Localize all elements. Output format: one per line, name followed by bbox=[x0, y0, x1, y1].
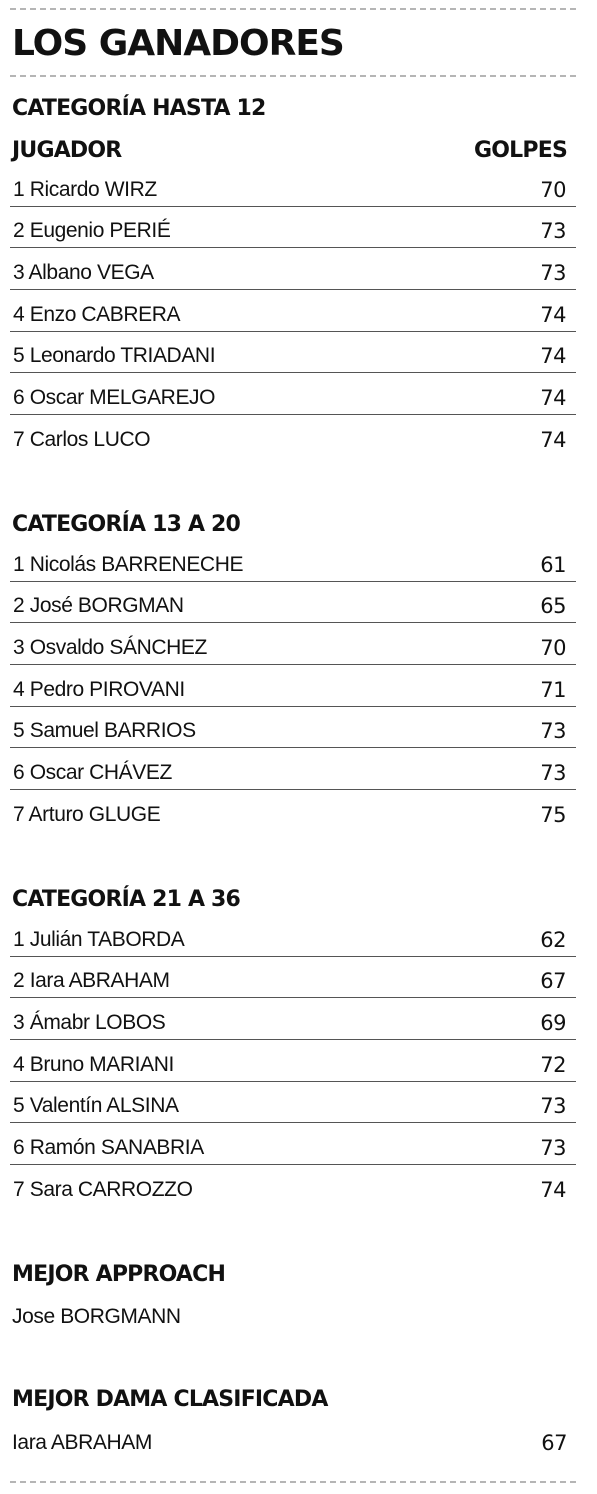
category-table bbox=[10, 915, 576, 1207]
player-name: 5 Leonardo TRIADANI bbox=[13, 344, 216, 368]
column-headers bbox=[12, 137, 567, 165]
player-score: 67 bbox=[540, 969, 566, 994]
player-score: 73 bbox=[540, 1094, 566, 1119]
best-approach-name: Jose BORGMANN bbox=[12, 1305, 181, 1328]
table-row bbox=[10, 332, 576, 374]
player-score: 73 bbox=[540, 219, 566, 244]
player-name: 7 Carlos LUCO bbox=[13, 427, 151, 451]
table-row bbox=[10, 373, 576, 415]
table-row bbox=[10, 707, 576, 749]
table-row bbox=[10, 915, 576, 957]
category-table bbox=[10, 540, 576, 832]
table-row bbox=[10, 957, 576, 999]
player-name: 6 Oscar MELGAREJO bbox=[13, 386, 216, 410]
player-score: 69 bbox=[540, 1011, 566, 1036]
player-name: 1 Julián TABORDA bbox=[13, 927, 185, 951]
table-row bbox=[10, 1040, 576, 1082]
table-row bbox=[10, 665, 576, 707]
player-score: 74 bbox=[540, 1177, 566, 1202]
bottom-divider bbox=[10, 1481, 576, 1483]
table-row bbox=[10, 1123, 576, 1165]
table-row bbox=[10, 1165, 576, 1207]
player-score: 73 bbox=[540, 719, 566, 744]
table-row bbox=[10, 248, 576, 290]
player-name: 1 Nicolás BARRENECHE bbox=[13, 552, 244, 576]
player-name: 4 Bruno MARIANI bbox=[13, 1052, 174, 1076]
player-score: 71 bbox=[540, 677, 566, 702]
best-lady-heading: MEJOR DAMA CLASIFICADA bbox=[12, 1387, 328, 1412]
player-score: 70 bbox=[540, 636, 566, 661]
table-row bbox=[10, 415, 576, 457]
category-heading: CATEGORÍA HASTA 12 bbox=[12, 96, 266, 121]
page-title: LOS GANADORES bbox=[12, 23, 344, 64]
player-name: 7 Sara CARROZZO bbox=[13, 1177, 193, 1201]
best-lady-score: 67 bbox=[541, 1431, 567, 1455]
player-name: 2 José BORGMAN bbox=[13, 594, 184, 618]
table-row bbox=[10, 165, 576, 207]
table-row bbox=[10, 1082, 576, 1124]
player-score: 74 bbox=[540, 344, 566, 369]
player-name: 3 Osvaldo SÁNCHEZ bbox=[13, 636, 207, 660]
player-score: 73 bbox=[540, 761, 566, 786]
player-name: 3 Ámabr LOBOS bbox=[13, 1011, 166, 1035]
player-score: 72 bbox=[540, 1052, 566, 1077]
player-score: 65 bbox=[540, 594, 566, 619]
player-score: 75 bbox=[540, 802, 566, 827]
column-header-player: JUGADOR bbox=[12, 138, 122, 163]
player-score: 74 bbox=[540, 427, 566, 452]
player-name: 3 Albano VEGA bbox=[13, 261, 154, 285]
table-row bbox=[10, 623, 576, 665]
best-lady-name: Iara ABRAHAM bbox=[12, 1431, 152, 1454]
player-name: 1 Ricardo WIRZ bbox=[13, 177, 157, 201]
player-name: 4 Pedro PIROVANI bbox=[13, 677, 185, 701]
player-name: 2 Eugenio PERIÉ bbox=[13, 219, 171, 243]
category-heading: CATEGORÍA 21 A 36 bbox=[12, 887, 241, 912]
player-name: 4 Enzo CABRERA bbox=[13, 302, 181, 326]
table-row bbox=[10, 790, 576, 832]
player-name: 2 Iara ABRAHAM bbox=[13, 969, 170, 993]
player-name: 5 Valentín ALSINA bbox=[13, 1094, 179, 1118]
table-row bbox=[10, 582, 576, 624]
table-row bbox=[10, 207, 576, 249]
table-row bbox=[10, 748, 576, 790]
best-approach-heading: MEJOR APPROACH bbox=[12, 1262, 226, 1287]
player-score: 74 bbox=[540, 302, 566, 327]
player-score: 73 bbox=[540, 1136, 566, 1161]
player-score: 61 bbox=[540, 552, 566, 577]
title-divider bbox=[10, 75, 576, 77]
player-score: 74 bbox=[540, 386, 566, 411]
top-divider bbox=[10, 8, 576, 10]
player-name: 6 Oscar CHÁVEZ bbox=[13, 761, 172, 785]
category-heading: CATEGORÍA 13 A 20 bbox=[12, 512, 241, 537]
category-table bbox=[10, 165, 576, 457]
column-header-strokes: GOLPES bbox=[474, 138, 567, 163]
table-row bbox=[10, 290, 576, 332]
table-row bbox=[10, 998, 576, 1040]
player-score: 73 bbox=[540, 261, 566, 286]
player-name: 6 Ramón SANABRIA bbox=[13, 1136, 204, 1160]
player-score: 62 bbox=[540, 927, 566, 952]
player-name: 7 Arturo GLUGE bbox=[13, 802, 161, 826]
player-name: 5 Samuel BARRIOS bbox=[13, 719, 196, 743]
table-row bbox=[10, 540, 576, 582]
player-score: 70 bbox=[540, 177, 566, 202]
